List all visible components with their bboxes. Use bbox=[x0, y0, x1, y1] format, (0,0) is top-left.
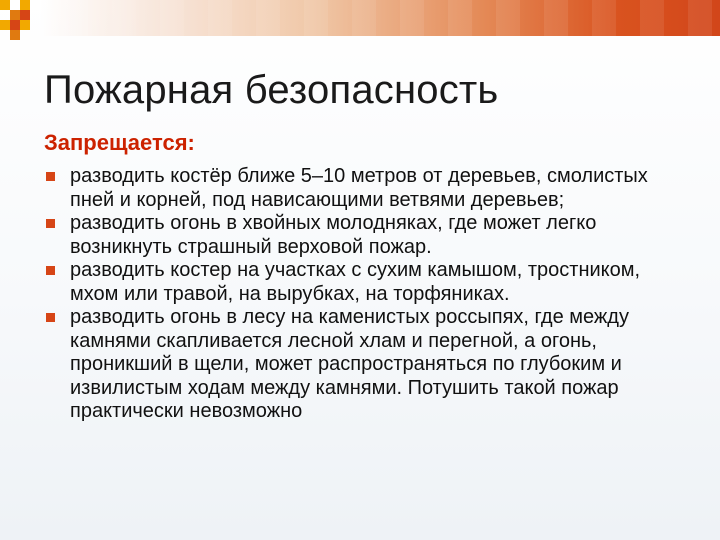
list-item bbox=[44, 306, 684, 424]
slide-subtitle: Запрещается: bbox=[44, 130, 195, 155]
list-item bbox=[44, 165, 684, 212]
list-item bbox=[44, 259, 684, 306]
square-bullet-icon bbox=[46, 172, 55, 181]
header-gradient-band bbox=[40, 0, 720, 36]
header-decoration bbox=[0, 0, 720, 36]
square-bullet-icon bbox=[46, 266, 55, 275]
list-item-text: разводить костер на участках с сухим камышом, тростником, мхом или травой, на вырубках, на торфяниках. bbox=[70, 259, 641, 305]
square-bullet-icon bbox=[46, 313, 55, 322]
slide-title: Пожарная безопасность bbox=[44, 68, 499, 112]
prohibitions-list bbox=[44, 165, 684, 424]
list-item-text: разводить огонь в лесу на каменистых россыпях, где между камнями скапливается лесной хлам и перегной, а огонь, проникший в щели, может распространяться по глубоким и извилистым ходам между камнями. Потушить такой пожар практически невозможно bbox=[70, 306, 629, 422]
list-item-text: разводить огонь в хвойных молодняках, где может легко возникнуть страшный верховой пожар. bbox=[70, 212, 597, 258]
list-item bbox=[44, 212, 684, 259]
list-item-text: разводить костёр ближе 5–10 метров от деревьев, смолистых пней и корней, под нависающими ветвями деревьев; bbox=[70, 165, 648, 211]
square-bullet-icon bbox=[46, 219, 55, 228]
checker-logo-icon bbox=[0, 0, 40, 40]
